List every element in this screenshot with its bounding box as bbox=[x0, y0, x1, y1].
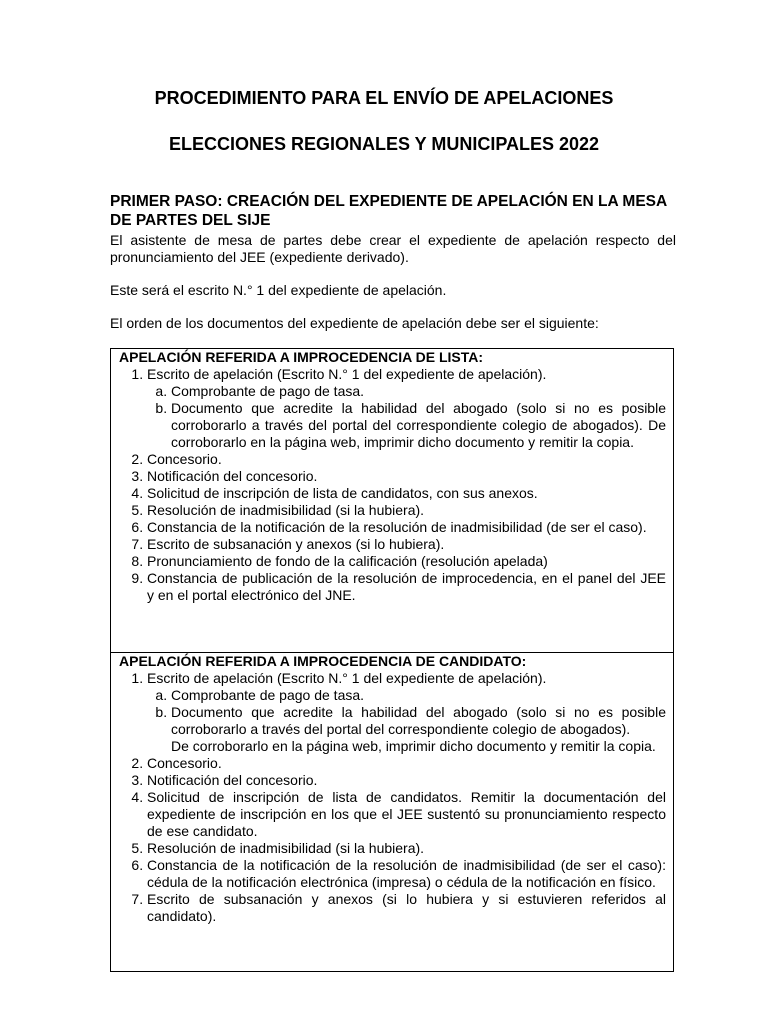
list-item: 3. Notificación del concesorio. bbox=[147, 772, 666, 789]
document-list bbox=[118, 670, 666, 925]
section-heading: PRIMER PASO: CREACIÓN DEL EXPEDIENTE DE APELACIÓN EN LA MESA DE PARTES DEL SIJE bbox=[110, 193, 667, 229]
list-item: 7. Escrito de subsanación y anexos (si lo hubiera). bbox=[147, 536, 666, 553]
box-improcedencia-lista bbox=[110, 348, 674, 653]
intro-paragraph: El asistente de mesa de partes debe crear el expediente de apelación respecto del pronunciamiento del JEE (expediente derivado). bbox=[110, 232, 676, 265]
sub-list-item bbox=[171, 704, 666, 755]
list-item-text: Escrito de apelación (Escrito N.° 1 del expediente de apelación). bbox=[147, 366, 547, 382]
box-heading: APELACIÓN REFERIDA A IMPROCEDENCIA DE CANDIDATO: bbox=[119, 653, 527, 669]
list-item: 3. Notificación del concesorio. bbox=[147, 468, 666, 485]
document-subtitle: ELECCIONES REGIONALES Y MUNICIPALES 2022 bbox=[168, 134, 600, 154]
list-item: 6. Constancia de la notificación de la resolución de inadmisibilidad (de ser el caso): cédula de la notificación electrónica (impresa) o cédula de la notificación en físico. bbox=[147, 857, 666, 891]
list-item-text: Escrito de apelación (Escrito N.° 1 del expediente de apelación). bbox=[147, 670, 547, 686]
sub-list-item-text: Documento que acredite la habilidad del abogado (solo si no es posible corroborarlo a través del portal del correspondiente colegio de abogados). bbox=[171, 704, 666, 737]
document-list bbox=[118, 366, 666, 604]
list-item: 2. Concesorio. bbox=[147, 755, 666, 772]
sub-list-item: a. Comprobante de pago de tasa. bbox=[171, 383, 666, 400]
box-improcedencia-candidato bbox=[110, 652, 674, 972]
list-item bbox=[147, 670, 666, 755]
box-heading: APELACIÓN REFERIDA A IMPROCEDENCIA DE LISTA: bbox=[119, 349, 484, 365]
document-title: PROCEDIMIENTO PARA EL ENVÍO DE APELACIONES bbox=[154, 88, 614, 108]
sub-list-item: a. Comprobante de pago de tasa. bbox=[171, 687, 666, 704]
list-item bbox=[147, 366, 666, 451]
list-item: 8. Pronunciamiento de fondo de la calificación (resolución apelada) bbox=[147, 553, 666, 570]
order-paragraph: El orden de los documentos del expediente de apelación debe ser el siguiente: bbox=[110, 315, 599, 331]
sub-list bbox=[147, 383, 666, 451]
list-item: 9. Constancia de publicación de la resolución de improcedencia, en el panel del JEE y en el portal electrónico del JNE. bbox=[147, 570, 666, 604]
list-item: 2. Concesorio. bbox=[147, 451, 666, 468]
list-item: 4. Solicitud de inscripción de lista de candidatos, con sus anexos. bbox=[147, 485, 666, 502]
sub-list-item-extra: De corroborarlo en la página web, imprimir dicho documento y remitir la copia. bbox=[171, 738, 656, 754]
list-item: 4. Solicitud de inscripción de lista de candidatos. Remitir la documentación del expediente de inscripción en los que el JEE sustentó su pronunciamiento respecto de ese candidato. bbox=[147, 789, 666, 840]
escrito-note-paragraph: Este será el escrito N.° 1 del expediente de apelación. bbox=[110, 282, 447, 298]
list-item: 7. Escrito de subsanación y anexos (si lo hubiera y si estuvieren referidos al candidato). bbox=[147, 891, 666, 925]
list-item: 5. Resolución de inadmisibilidad (si la hubiera). bbox=[147, 502, 666, 519]
list-item: 5. Resolución de inadmisibilidad (si la hubiera). bbox=[147, 840, 666, 857]
sub-list-item: b. Documento que acredite la habilidad del abogado (solo si no es posible corroborarlo a través del portal del correspondiente colegio de abogados). De corroborarlo en la página web, imprimir dicho documento y remitir la copia. bbox=[171, 400, 666, 451]
list-item: 6. Constancia de la notificación de la resolución de inadmisibilidad (de ser el caso). bbox=[147, 519, 666, 536]
sub-list bbox=[147, 687, 666, 755]
